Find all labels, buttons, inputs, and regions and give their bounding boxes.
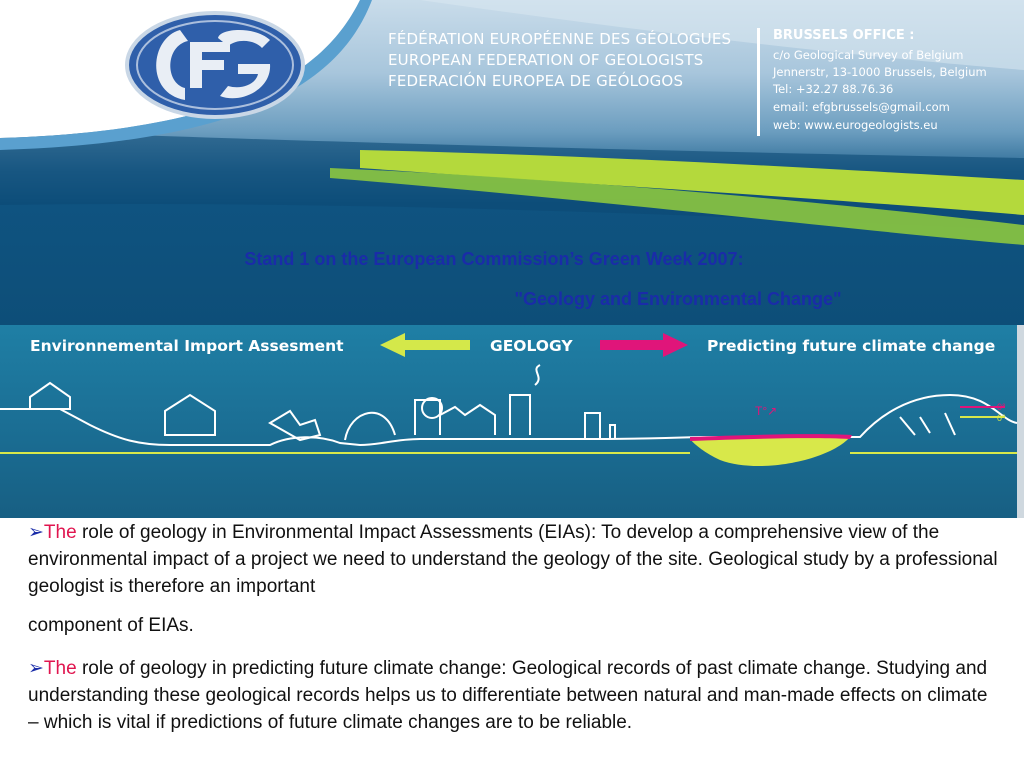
bullet-climate [28,655,998,736]
office-title: BRUSSELS OFFICE : [773,28,915,43]
bullet-eia [28,519,998,639]
temperature-label: T°↗ [755,404,778,418]
bullet-arrow-icon: ➢ [28,522,44,543]
org-name-en: EUROPEAN FEDERATION OF GEOLOGISTS [388,51,704,69]
event-title-line-1: Stand 1 on the European Commission’s Green Week 2007: [244,249,744,269]
office-address-1: c/o Geological Survey of Belgium [773,48,964,62]
bullet-text: role of geology in predicting future climate change: Geological records of past climate change. Studying and understanding these geological records helps us to differentiate between natural and man-made effects on climate – which is vital if predictions of future climate changes are to be reliable. [28,658,988,733]
marker-bottom-label: 0° [997,413,1006,423]
diagram-label-geology: GEOLOGY [490,337,573,355]
bullet-lead: The [43,658,77,679]
bullet-text-last-line: component of EIAs. [28,615,194,636]
office-phone: Tel: +32.27 88.76.36 [773,82,894,96]
diagram-label-climate: Predicting future climate change [707,337,996,355]
event-title-line-2: "Geology and Environmental Change" [514,289,842,309]
bullet-arrow-icon: ➢ [28,658,44,679]
office-divider [757,28,760,136]
diagram-label-eia: Environnemental Import Assesment [30,337,344,355]
office-address-2: Jennerstr, 13-1000 Brussels, Belgium [773,65,987,79]
office-web: web: www.eurogeologists.eu [773,118,938,132]
org-name-es: FEDERACIÓN EUROPEA DE GEÓLOGOS [388,72,684,90]
bullet-text: role of geology in Environmental Impact Assessments (EIAs): To develop a comprehensive view of the environmental impact of a project we need to understand the geology of the site. Geological study by a professional geologist is therefore an important [28,522,998,597]
office-email: email: efgbrussels@gmail.com [773,100,950,114]
org-name-fr: FÉDÉRATION EUROPÉENNE DES GÉOLOGUES [388,30,732,48]
marker-top-label: 0° [997,402,1006,412]
header-banner [0,0,1024,330]
efg-logo [120,8,310,123]
bullet-lead: The [43,522,77,543]
